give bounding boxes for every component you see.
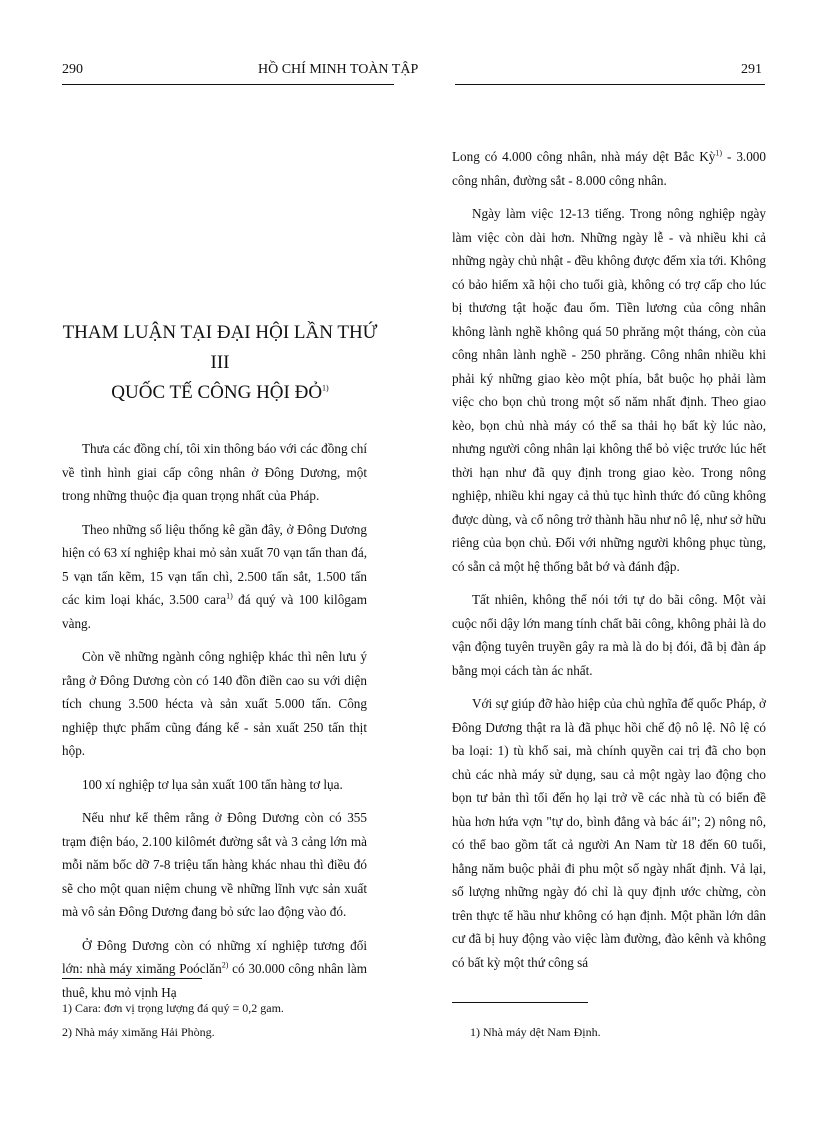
paragraph: Ở Đông Dương còn có những xí nghiệp tương đối lớn: nhà máy ximăng Poóclăn$^{2)}$ có 30.000 công nhân làm thuê, khu mỏ vịnh Hạ [62, 937, 367, 1000]
footnote-marker: 2) [221, 960, 229, 970]
paragraph: Nếu như kể thêm rằng ở Đông Dương còn có 355 trạm điện báo, 2.100 kilômét đường sắt và 3 cảng lớn mà mỗi năm bốc dỡ 7-8 triệu tấn hàng khác nhau thì điều đó sẽ cho một quan niệm chung về những lĩnh vực sản xuất mà vô sản Đông Dương đang bỏ sức lao động vào đó. [62, 810, 367, 919]
header-rule-left [62, 84, 394, 85]
title-line-2: QUỐC TẾ CÔNG HỘI ĐỎ$^{1)}$ [111, 382, 329, 403]
running-title: HỒ CHÍ MINH TOÀN TẬP [258, 62, 419, 77]
left-page-body [62, 437, 367, 1014]
footnote-marker: 1) [226, 591, 233, 601]
left-footnotes [62, 998, 367, 1046]
footnote-marker: 1) [715, 148, 723, 158]
paragraph: Tất nhiên, không thể nói tới tự do bãi công. Một vài cuộc nổi dậy lớn mang tính chất bãi công, không phải là do vận động tuyên truyền gây ra mà là do bị đói, đã bị đàn áp bằng mọi cách tàn ác nhất. [452, 592, 766, 678]
footnote: 2) Nhà máy ximăng Hải Phòng. [62, 1025, 215, 1039]
paragraph: 100 xí nghiệp tơ lụa sản xuất 100 tấn hàng tơ lụa. [82, 776, 343, 792]
paragraph: Long có 4.000 công nhân, nhà máy dệt Bắc Kỳ$^{1)}$ - 3.000 công nhân, đường sắt - 8.000 công nhân. [452, 148, 766, 188]
title-line-1: THAM LUẬN TẠI ĐẠI HỘI LẦN THỨ III [62, 322, 378, 373]
left-page-number: 290 [62, 62, 83, 77]
footnote-rule-right [452, 1002, 588, 1003]
paragraph: Còn về những ngành công nghiệp khác thì nên lưu ý rằng ở Đông Dương còn có 140 đồn điền cao su với diện tích chung 3.500 hécta và sản xuất 5.000 tấn. Công nghiệp thực phẩm cũng đáng kể - sản xuất 250 tấn thịt hộp. [62, 649, 367, 758]
paragraph: Theo những số liệu thống kê gần đây, ở Đông Dương hiện có 63 xí nghiệp khai mỏ sản xuất 70 vạn tấn than đá, 5 vạn tấn kẽm, 15 vạn tấn chì, 2.500 tấn sắt, 1.500 tấn các kim loại khác, 3.500 cara$^{1)}$ đá quý và 100 kilôgam vàng. [62, 521, 367, 631]
paragraph: Thưa các đồng chí, tôi xin thông báo với các đồng chí về tình hình giai cấp công nhân ở Đông Dương, một trong những thuộc địa quan trọng nhất của Pháp. [62, 441, 367, 503]
header-rule-right [455, 84, 765, 85]
title-footnote-marker: 1) [322, 383, 329, 393]
right-page-body [452, 145, 766, 984]
paragraph: Ngày làm việc 12-13 tiếng. Trong nông nghiệp ngày làm việc còn dài hơn. Những ngày lễ - và nhiều khi cả những ngày chủ nhật - đều không được đếm xỉa tới. Không có bảo hiểm xã hội cho tuổi già, không có trợ cấp cho lúc bị thương tật hoặc đau ốm. Tiền lương của công nhân không lành nghề không quá 50 phrăng một tháng, còn của công nhân lành nghề - 250 phrăng. Công nhân nhiều khi phải ký những giao kèo một phía, bắt buộc họ phải làm việc cho bọn chủ trong một số năm nhất định. Theo giao kèo, bọn chủ nhà máy có thể sa thải họ bất kỳ lúc nào, nhưng người công nhân lại không thể bỏ việc trước lúc hết thời hạn như đã quy định trong giao kèo. Trong nông nghiệp, nhiều khi ngay cả thủ tục hình thức đó cũng không được dùng, và cố nông trở thành hầu như nô lệ, như sở hữu riêng của bọn chủ. Đối với những người không phục tùng, có sẵn cả một hệ thống bắt bớ và đánh đập. [452, 206, 766, 574]
footnote: 1) Nhà máy dệt Nam Định. [470, 1025, 601, 1039]
paragraph: Với sự giúp đỡ hào hiệp của chủ nghĩa đế quốc Pháp, ở Đông Dương thật ra là đã phục hồi chế độ nô lệ. Nô lệ có ba loại: 1) tù khổ sai, mà chính quyền cai trị đã cho bọn chủ các nhà máy sử dụng, sau cả một ngày lao động cho bọn tư bản thì tối đến họ lại trở về các nhà tù có biển đề hùa hơn hứa vợn "tự do, bình đẳng và bác ái"; 2) nông nô, có thể bao gồm tất cả người An Nam từ 18 đến 60 tuổi, hằng năm buộc phải đi phu một số ngày nhất định. Vả lại, số lượng những ngày đó chỉ là quy định ước chừng, còn trên thực tế hầu như không có hạn định. Một phần lớn dân cư đã bị huy động vào việc làm đường, đào kênh và không có bất kỳ một thứ công sá [452, 696, 766, 970]
footnote: 1) Cara: đơn vị trọng lượng đá quý = 0,2 gam. [62, 1001, 284, 1015]
right-page-number: 291 [741, 62, 762, 77]
right-footnotes [470, 1022, 766, 1046]
article-title [60, 318, 380, 408]
footnote-rule-left [62, 978, 202, 979]
